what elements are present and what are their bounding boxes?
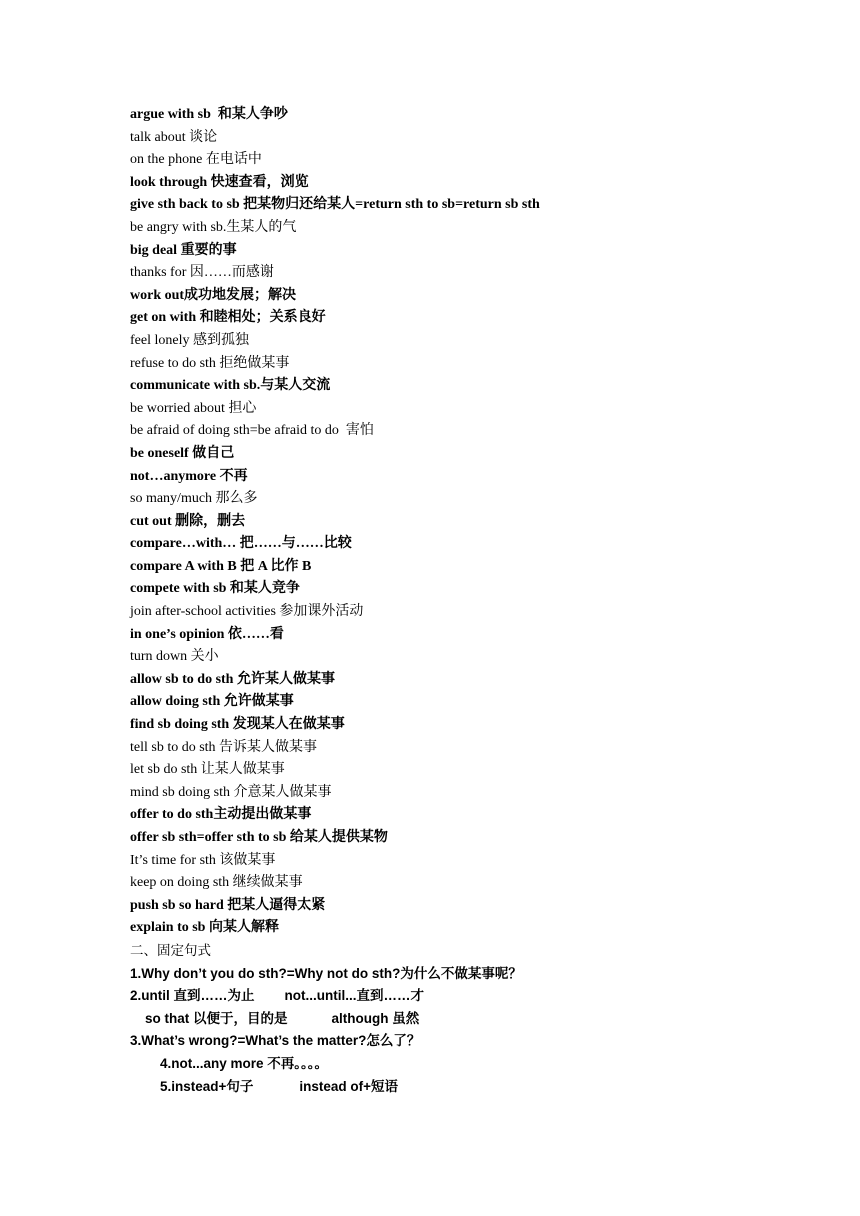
phrase-item: be afraid of doing sth=be afraid to do 害怕 [130,423,374,439]
phrase-item: compare A with B 把 A 比作 B [130,558,312,574]
document-page [130,104,830,1098]
phrase-item: thanks for 因……而感谢 [130,265,274,281]
phrase-item: be angry with sb.生某人的气 [130,219,297,235]
pattern-5-instead: 5.instead+句子 [160,1078,254,1094]
phrase-list [130,104,830,940]
phrase-item: explain to sb 向某人解释 [130,920,279,936]
pattern-1: 1.Why don’t you do sth?=Why not do sth?为什么不做某事呢？ [130,965,522,981]
phrase-item: turn down 关小 [130,649,219,665]
pattern-although: although 虽然 [331,1010,420,1026]
phrase-item: allow sb to do sth 允许某人做某事 [130,671,335,687]
phrase-item: allow doing sth 允许做某事 [130,694,294,710]
phrase-item: talk about 谈论 [130,129,218,145]
phrase-item: give sth back to sb 把某物归还给某人=return sth to sb=return sb sth [130,197,540,213]
phrase-item: so many/much 那么多 [130,491,258,507]
phrase-item: refuse to do sth 拒绝做某事 [130,355,290,371]
pattern-so-that: so that 以便于，目的是 [145,1010,288,1026]
phrase-item: offer to do sth主动提出做某事 [130,807,312,823]
phrase-item: keep on doing sth 继续做某事 [130,875,303,891]
pattern-4: 4.not...any more 不再。。。。 [160,1055,329,1071]
phrase-item: big deal 重要的事 [130,242,237,258]
pattern-5 [130,1076,830,1099]
phrase-item: cut out 删除，删去 [130,513,246,529]
phrase-item: join after-school activities 参加课外活动 [130,604,364,620]
phrase-item: compete with sb 和某人竞争 [130,581,300,597]
section-heading: 二、固定句式 [130,942,211,959]
pattern-2-until: 2.until 直到……为止 [130,988,255,1004]
pattern-2-not-until: not...until...直到……才 [284,988,424,1004]
phrase-item: find sb doing sth 发现某人在做某事 [130,717,345,733]
phrase-item: tell sb to do sth 告诉某人做某事 [130,739,318,755]
phrase-item: get on with 和睦相处；关系良好 [130,310,326,326]
phrase-item: communicate with sb.与某人交流 [130,378,331,394]
pattern-2-continued [130,1008,830,1031]
phrase-item: offer sb sth=offer sth to sb 给某人提供某物 [130,830,388,845]
phrase-item: not…anymore 不再 [130,468,248,484]
phrase-item: It’s time for sth 该做某事 [130,852,276,868]
phrase-item: push sb so hard 把某人逼得太紧 [130,897,326,913]
pattern-5-instead-of: instead of+短语 [299,1078,399,1094]
phrase-item: work out成功地发展；解决 [130,287,297,303]
phrase-item: in one’s opinion 依……看 [130,626,284,642]
phrase-item: let sb do sth 让某人做某事 [130,762,285,778]
phrase-item: compare…with… 把……与……比较 [130,536,352,552]
phrase-item: be worried about 担心 [130,400,257,416]
phrase-item: be oneself 做自己 [130,445,235,461]
phrase-item: mind sb doing sth 介意某人做某事 [130,784,332,800]
phrase-item: on the phone 在电话中 [130,152,262,168]
phrase-item: look through 快速查看，浏览 [130,174,309,190]
phrase-item: argue with sb 和某人争吵 [130,107,288,122]
pattern-2 [130,985,830,1008]
pattern-3: 3.What’s wrong?=What’s the matter?怎么了？ [130,1033,421,1049]
phrase-item: feel lonely 感到孤独 [130,332,249,348]
